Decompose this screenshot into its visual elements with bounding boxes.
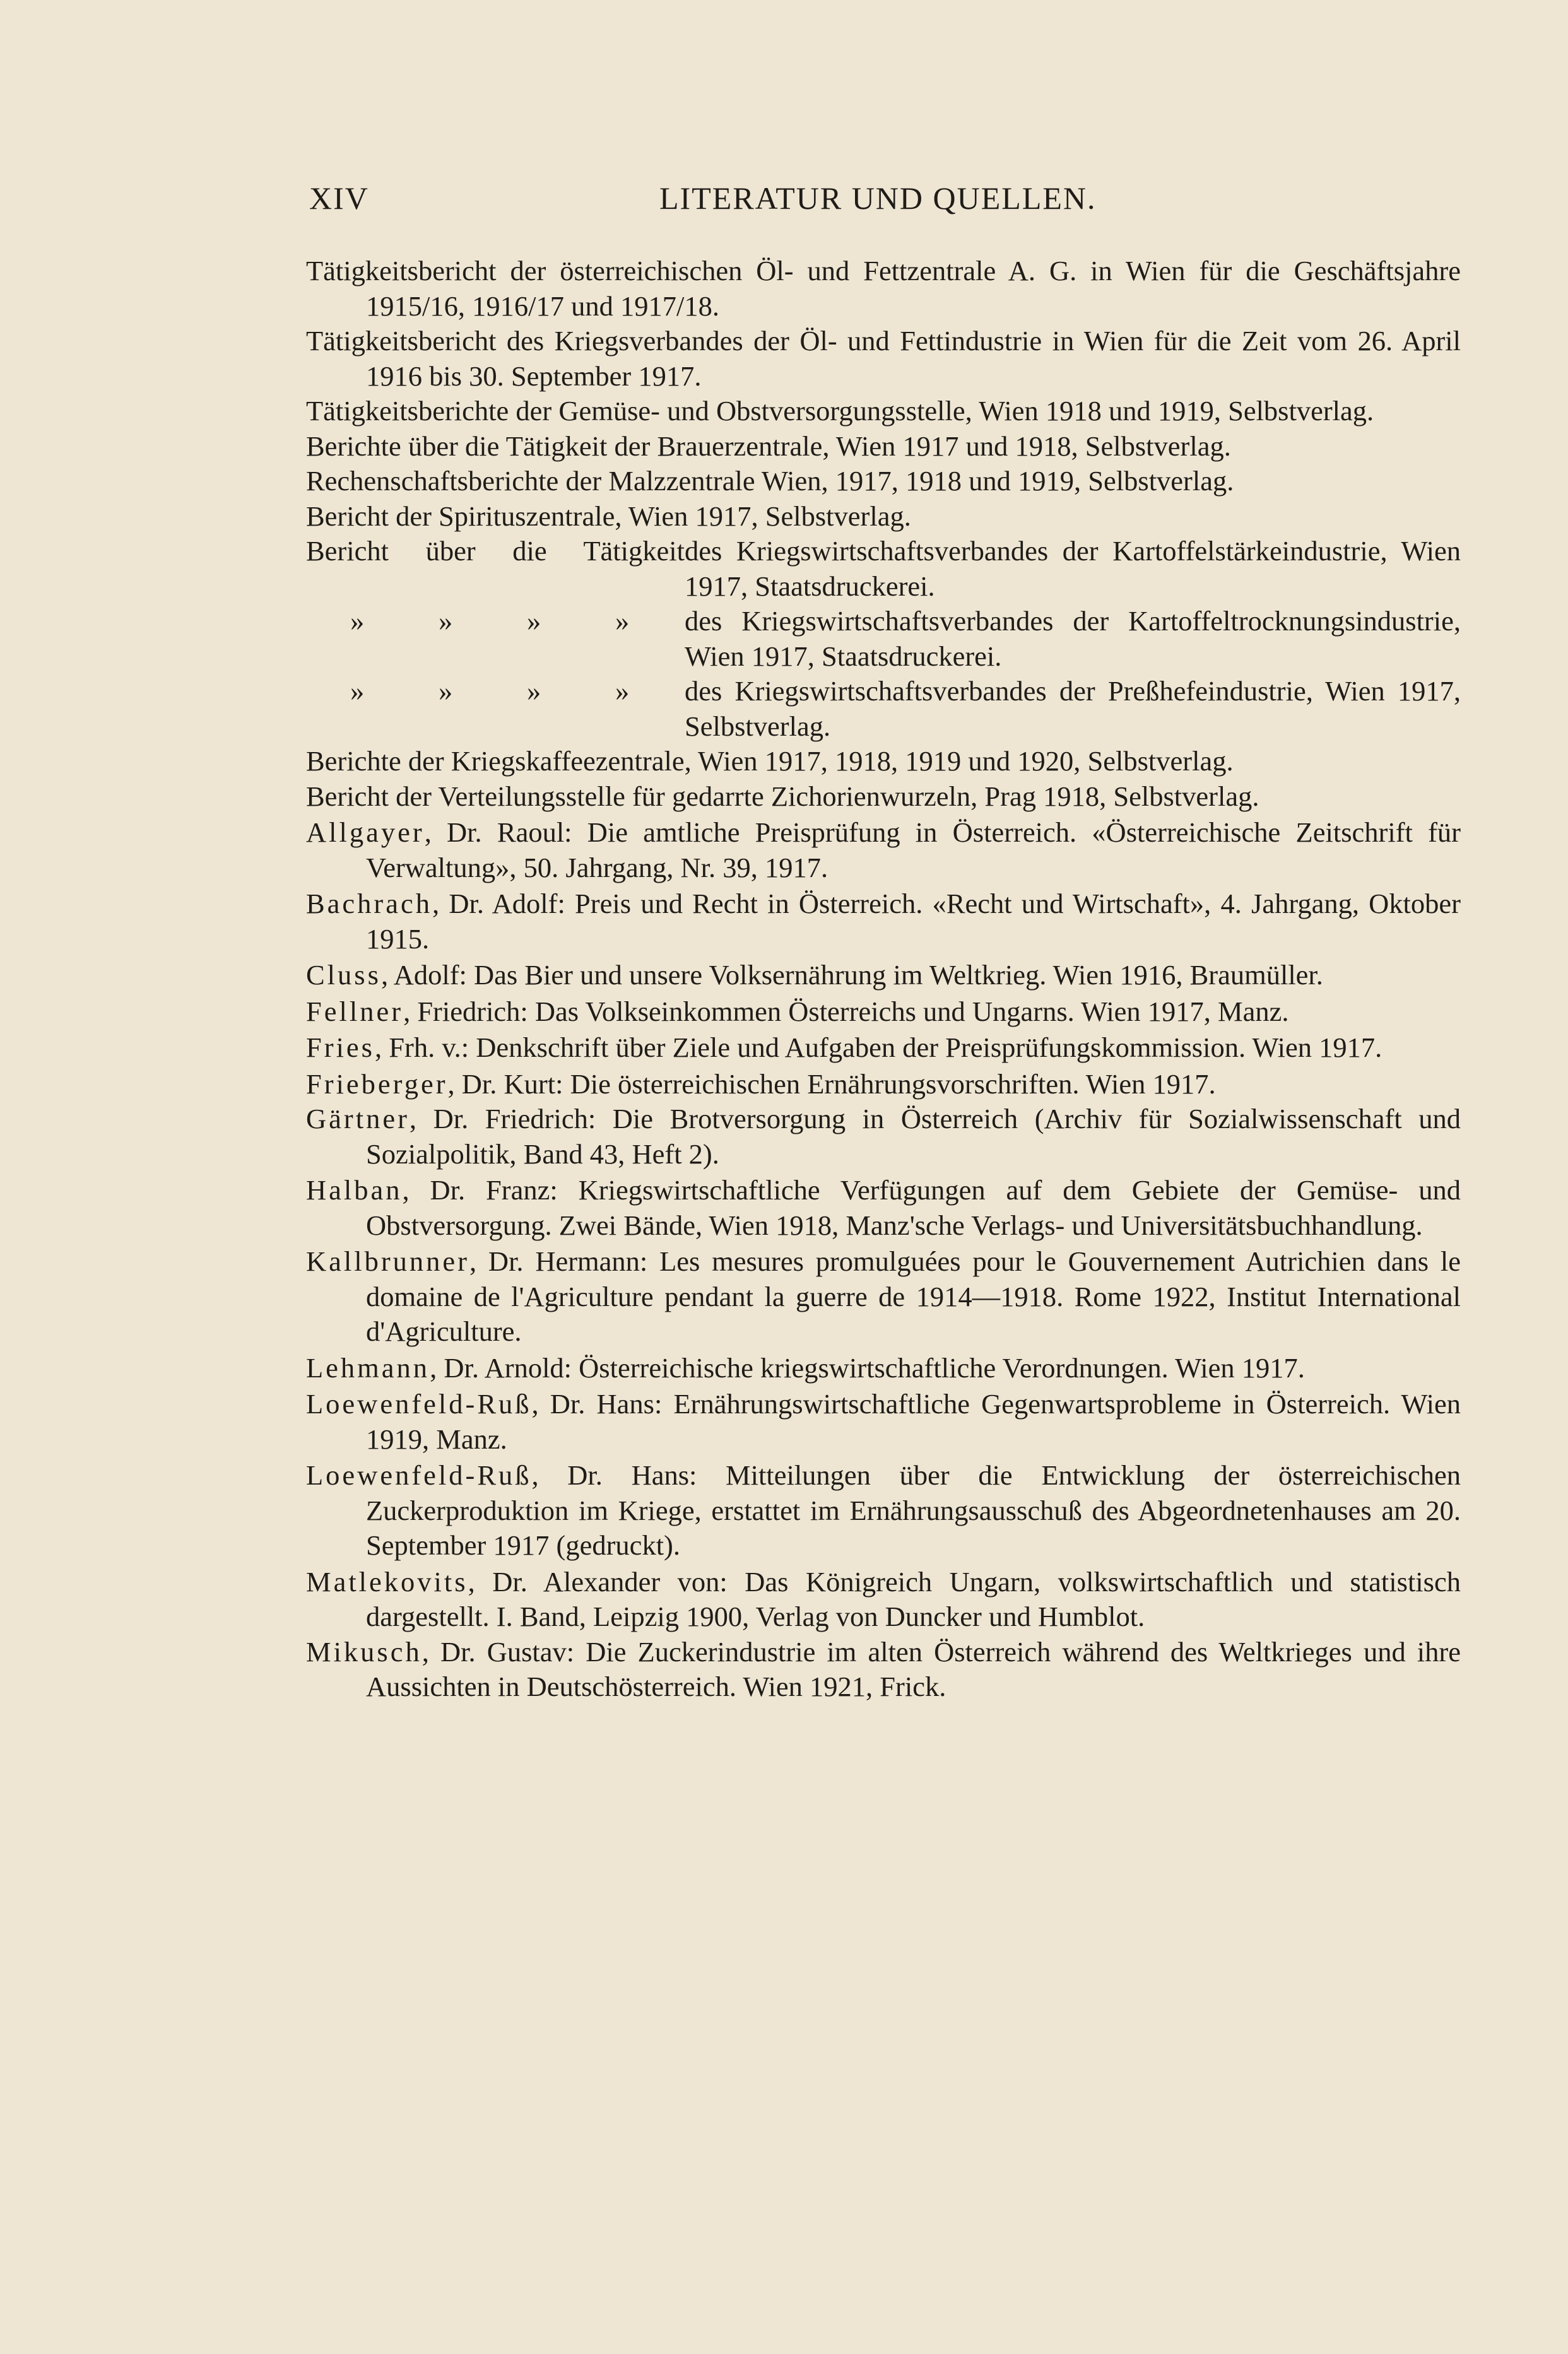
- entry-author: Cluss: [306, 959, 381, 991]
- entry-author: Bachrach: [306, 888, 433, 919]
- entry-author: Fellner: [306, 995, 404, 1027]
- ditto-mark: »: [439, 675, 453, 707]
- entry-text: , Dr. Franz: Kriegswirtschaftliche Verfügungen auf dem Gebiete der Gemüse- und Obstversorgung. Zwei Bände, Wien 1918, Manz'sche Verlags- und Universitätsbuchhandlung.: [366, 1174, 1461, 1241]
- ditto-mark: »: [350, 675, 365, 707]
- bibliography-list: [306, 254, 1461, 1705]
- entry-text: Bericht der Verteilungsstelle für gedarrte Zichorienwurzeln, Prag 1918, Selbstverlag.: [306, 780, 1259, 812]
- bibliography-entry: [306, 324, 1461, 394]
- ditto-marks: [306, 604, 685, 674]
- bibliography-entry: [306, 958, 1461, 993]
- entry-author: Frieberger: [306, 1068, 448, 1100]
- kriegswirtschaft-entry-3: [306, 674, 1461, 744]
- entry-text: Tätigkeitsbericht der österreichischen Öl- und Fettzentrale A. G. in Wien für die Geschäftsjahre 1915/16, 1916/17 und 1917/18.: [306, 255, 1461, 322]
- entry-text: des Kriegswirtschaftsverbandes der Preßhefeindustrie, Wien 1917, Selbstverlag.: [685, 675, 1461, 742]
- page-header: [309, 180, 1464, 224]
- entry-text: , Dr. Adolf: Preis und Recht in Österreich. «Recht und Wirtschaft», 4. Jahrgang, Oktober 1915.: [366, 888, 1461, 955]
- entry-author: Lehmann: [306, 1351, 430, 1384]
- entry-text: des Kriegswirtschaftsverbandes der Kartoffelstärkeindustrie, Wien 1917, Staatsdruckerei.: [685, 535, 1461, 602]
- entry-lead: Bericht über die Tätigkeit: [306, 535, 685, 567]
- bibliography-entry: [306, 499, 1461, 534]
- bibliography-entry: [306, 254, 1461, 324]
- entry-text: , Frh. v.: Denkschrift über Ziele und Aufgaben der Preisprüfungskommission. Wien 1917.: [375, 1032, 1382, 1063]
- bibliography-entry: [306, 1067, 1461, 1102]
- entry-author: Halban: [306, 1174, 403, 1206]
- bibliography-entry: [306, 1635, 1461, 1705]
- entry-text: , Dr. Kurt: Die österreichischen Ernährungsvorschriften. Wien 1917.: [447, 1068, 1216, 1100]
- ditto-mark: »: [615, 675, 630, 707]
- ditto-mark: »: [350, 605, 365, 637]
- entry-text: Berichte über die Tätigkeit der Brauerzentrale, Wien 1917 und 1918, Selbstverlag.: [306, 430, 1231, 462]
- bibliography-entry: [306, 1387, 1461, 1457]
- entry-text: , Dr. Gustav: Die Zuckerindustrie im alten Österreich während des Weltkrieges und ihre Aussichten in Deutschösterreich. Wien 1921, Frick.: [366, 1635, 1461, 1702]
- bibliography-entry: [306, 1458, 1461, 1563]
- ditto-mark: »: [439, 605, 453, 637]
- ditto-mark: »: [527, 675, 541, 707]
- kriegswirtschaft-entry-1: [306, 534, 1461, 604]
- running-title: LITERATUR UND QUELLEN.: [659, 180, 1097, 216]
- bibliography-entry: [306, 464, 1461, 499]
- entry-text: , Dr. Alexander von: Das Königreich Ungarn, volkswirtschaftlich und statistisch dargestellt. I. Band, Leipzig 1900, Verlag von Duncker und Humblot.: [366, 1565, 1461, 1632]
- entry-author: Allgayer: [306, 816, 425, 848]
- ditto-marks: [306, 674, 685, 744]
- entry-text: , Dr. Hans: Ernährungswirtschaftliche Gegenwartsprobleme in Österreich. Wien 1919, Manz.: [366, 1388, 1461, 1455]
- entry-text: Bericht der Spirituszentrale, Wien 1917, Selbstverlag.: [306, 500, 911, 532]
- entry-text: Tätigkeitsbericht des Kriegsverbandes der Öl- und Fettindustrie in Wien für die Zeit vom 26. April 1916 bis 30. September 1917.: [306, 325, 1461, 392]
- entry-text: Berichte der Kriegskaffeezentrale, Wien 1917, 1918, 1919 und 1920, Selbstverlag.: [306, 745, 1234, 777]
- entry-text: des Kriegswirtschaftsverbandes der Kartoffeltrocknungsindustrie, Wien 1917, Staatsdruckerei.: [685, 605, 1461, 672]
- bibliography-entry: [306, 1565, 1461, 1635]
- bibliography-entry: [306, 744, 1461, 779]
- entry-text: , Dr. Arnold: Österreichische kriegswirtschaftliche Verordnungen. Wien 1917.: [430, 1351, 1305, 1384]
- entry-text: , Dr. Raoul: Die amtliche Preisprüfung in Österreich. «Österreichische Zeitschrift für Verwaltung», 50. Jahrgang, Nr. 39, 1917.: [366, 816, 1461, 883]
- entry-author: Kallbrunner: [306, 1245, 470, 1277]
- kriegswirtschaft-group: [306, 534, 1461, 744]
- entry-author: Loewenfeld-Ruß: [306, 1459, 532, 1491]
- entry-author: Mikusch: [306, 1635, 422, 1668]
- entry-text: Tätigkeitsberichte der Gemüse- und Obstversorgungsstelle, Wien 1918 und 1919, Selbstverlag.: [306, 395, 1374, 427]
- entry-author: Loewenfeld-Ruß: [306, 1388, 532, 1420]
- page-number: XIV: [309, 180, 369, 216]
- entry-text: , Dr. Friedrich: Die Brotversorgung in Österreich (Archiv für Sozialwissenschaft und Sozialpolitik, Band 43, Heft 2).: [366, 1103, 1461, 1170]
- entry-text: , Friedrich: Das Volkseinkommen Österreichs und Ungarns. Wien 1917, Manz.: [403, 995, 1289, 1027]
- kriegswirtschaft-entry-2: [306, 604, 1461, 674]
- bibliography-entry: [306, 1173, 1461, 1243]
- ditto-mark: »: [615, 605, 630, 637]
- entry-text: , Adolf: Das Bier und unsere Volksernährung im Weltkrieg. Wien 1916, Braumüller.: [380, 959, 1323, 991]
- bibliography-entry: [306, 1244, 1461, 1350]
- bibliography-entry: [306, 1030, 1461, 1066]
- bibliography-entry: [306, 779, 1461, 815]
- entry-text: , Dr. Hermann: Les mesures promulguées pour le Gouvernement Autrichien dans le domaine de l'Agriculture pendant la guerre de 1914—1918. Rome 1922, Institut International d'Agriculture.: [366, 1245, 1461, 1347]
- entry-text: Rechenschaftsberichte der Malzzentrale Wien, 1917, 1918 und 1919, Selbstverlag.: [306, 465, 1234, 497]
- bibliography-entry: [306, 994, 1461, 1030]
- entry-author: Gärtner: [306, 1103, 410, 1134]
- bibliography-entry: [306, 886, 1461, 956]
- entry-author: Matlekovits: [306, 1565, 468, 1598]
- entry-text: , Dr. Hans: Mitteilungen über die Entwicklung der österreichischen Zuckerproduktion im Kriege, erstattet im Ernährungsausschuß des Abgeordnetenhauses am 20. September 1917 (gedruckt).: [366, 1459, 1461, 1561]
- bibliography-entry: [306, 1102, 1461, 1172]
- bibliography-entry: [306, 429, 1461, 464]
- bibliography-entry: [306, 1351, 1461, 1386]
- bibliography-entry: [306, 394, 1461, 429]
- entry-author: Fries: [306, 1032, 375, 1063]
- bibliography-entry: [306, 815, 1461, 885]
- ditto-mark: »: [527, 605, 541, 637]
